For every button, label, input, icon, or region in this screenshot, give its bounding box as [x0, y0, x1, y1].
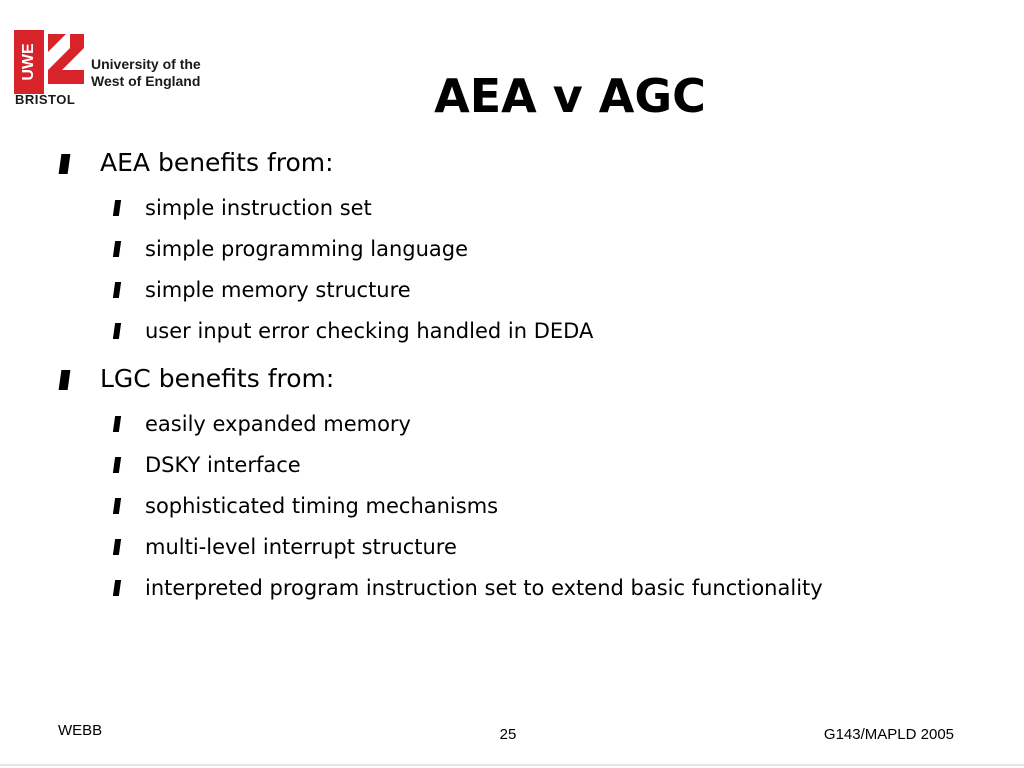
uwe-logo	[14, 30, 214, 110]
list-item-text: user input error checking handled in DEDA	[145, 319, 594, 343]
sub-bullet-icon	[113, 282, 121, 298]
list-item-text: simple instruction set	[145, 196, 372, 220]
list-item	[58, 188, 998, 229]
university-name	[91, 56, 221, 90]
section-heading-text: AEA benefits from:	[100, 148, 334, 177]
university-name-line2: West of England	[91, 73, 201, 89]
city-name: BRISTOL	[15, 92, 76, 107]
list-item	[58, 270, 998, 311]
section-heading	[58, 358, 998, 400]
sub-bullet-icon	[113, 457, 121, 473]
footer-reference: G143/MAPLD 2005	[823, 726, 954, 743]
bullet-icon	[59, 370, 71, 390]
sub-bullet-icon	[113, 323, 121, 339]
list-item-text: interpreted program instruction set to extend basic functionality	[145, 576, 823, 600]
list-item	[58, 229, 998, 270]
list-item-text: multi-level interrupt structure	[145, 535, 457, 559]
list-item	[58, 404, 998, 445]
bottom-divider	[0, 764, 1024, 766]
sub-bullet-icon	[113, 241, 121, 257]
bullet-icon	[59, 154, 71, 174]
section-heading	[58, 142, 998, 184]
slide-body	[58, 142, 998, 609]
list-item-text: easily expanded memory	[145, 412, 411, 436]
sub-bullet-icon	[113, 200, 121, 216]
list-item	[58, 486, 998, 527]
page-number: 25	[499, 726, 517, 743]
footer-author: WEBB	[58, 722, 103, 739]
list-item	[58, 445, 998, 486]
list-item	[58, 311, 998, 352]
university-name-line1: University of the	[91, 56, 201, 72]
list-item-text: sophisticated timing mechanisms	[145, 494, 499, 518]
list-item	[58, 568, 998, 609]
sub-bullet-icon	[113, 416, 121, 432]
sub-bullet-icon	[113, 539, 121, 555]
section-heading-text: LGC benefits from:	[100, 364, 335, 393]
sub-bullet-icon	[113, 498, 121, 514]
list-item	[58, 527, 998, 568]
list-item-text: simple programming language	[145, 237, 469, 261]
uwe-logo-mark-icon	[14, 30, 84, 94]
uwe-mark-text: UWE	[20, 43, 38, 81]
slide-title: AEA v AGC	[434, 69, 706, 123]
sub-bullet-icon	[113, 580, 121, 596]
list-item-text: DSKY interface	[145, 453, 301, 477]
list-item-text: simple memory structure	[145, 278, 411, 302]
